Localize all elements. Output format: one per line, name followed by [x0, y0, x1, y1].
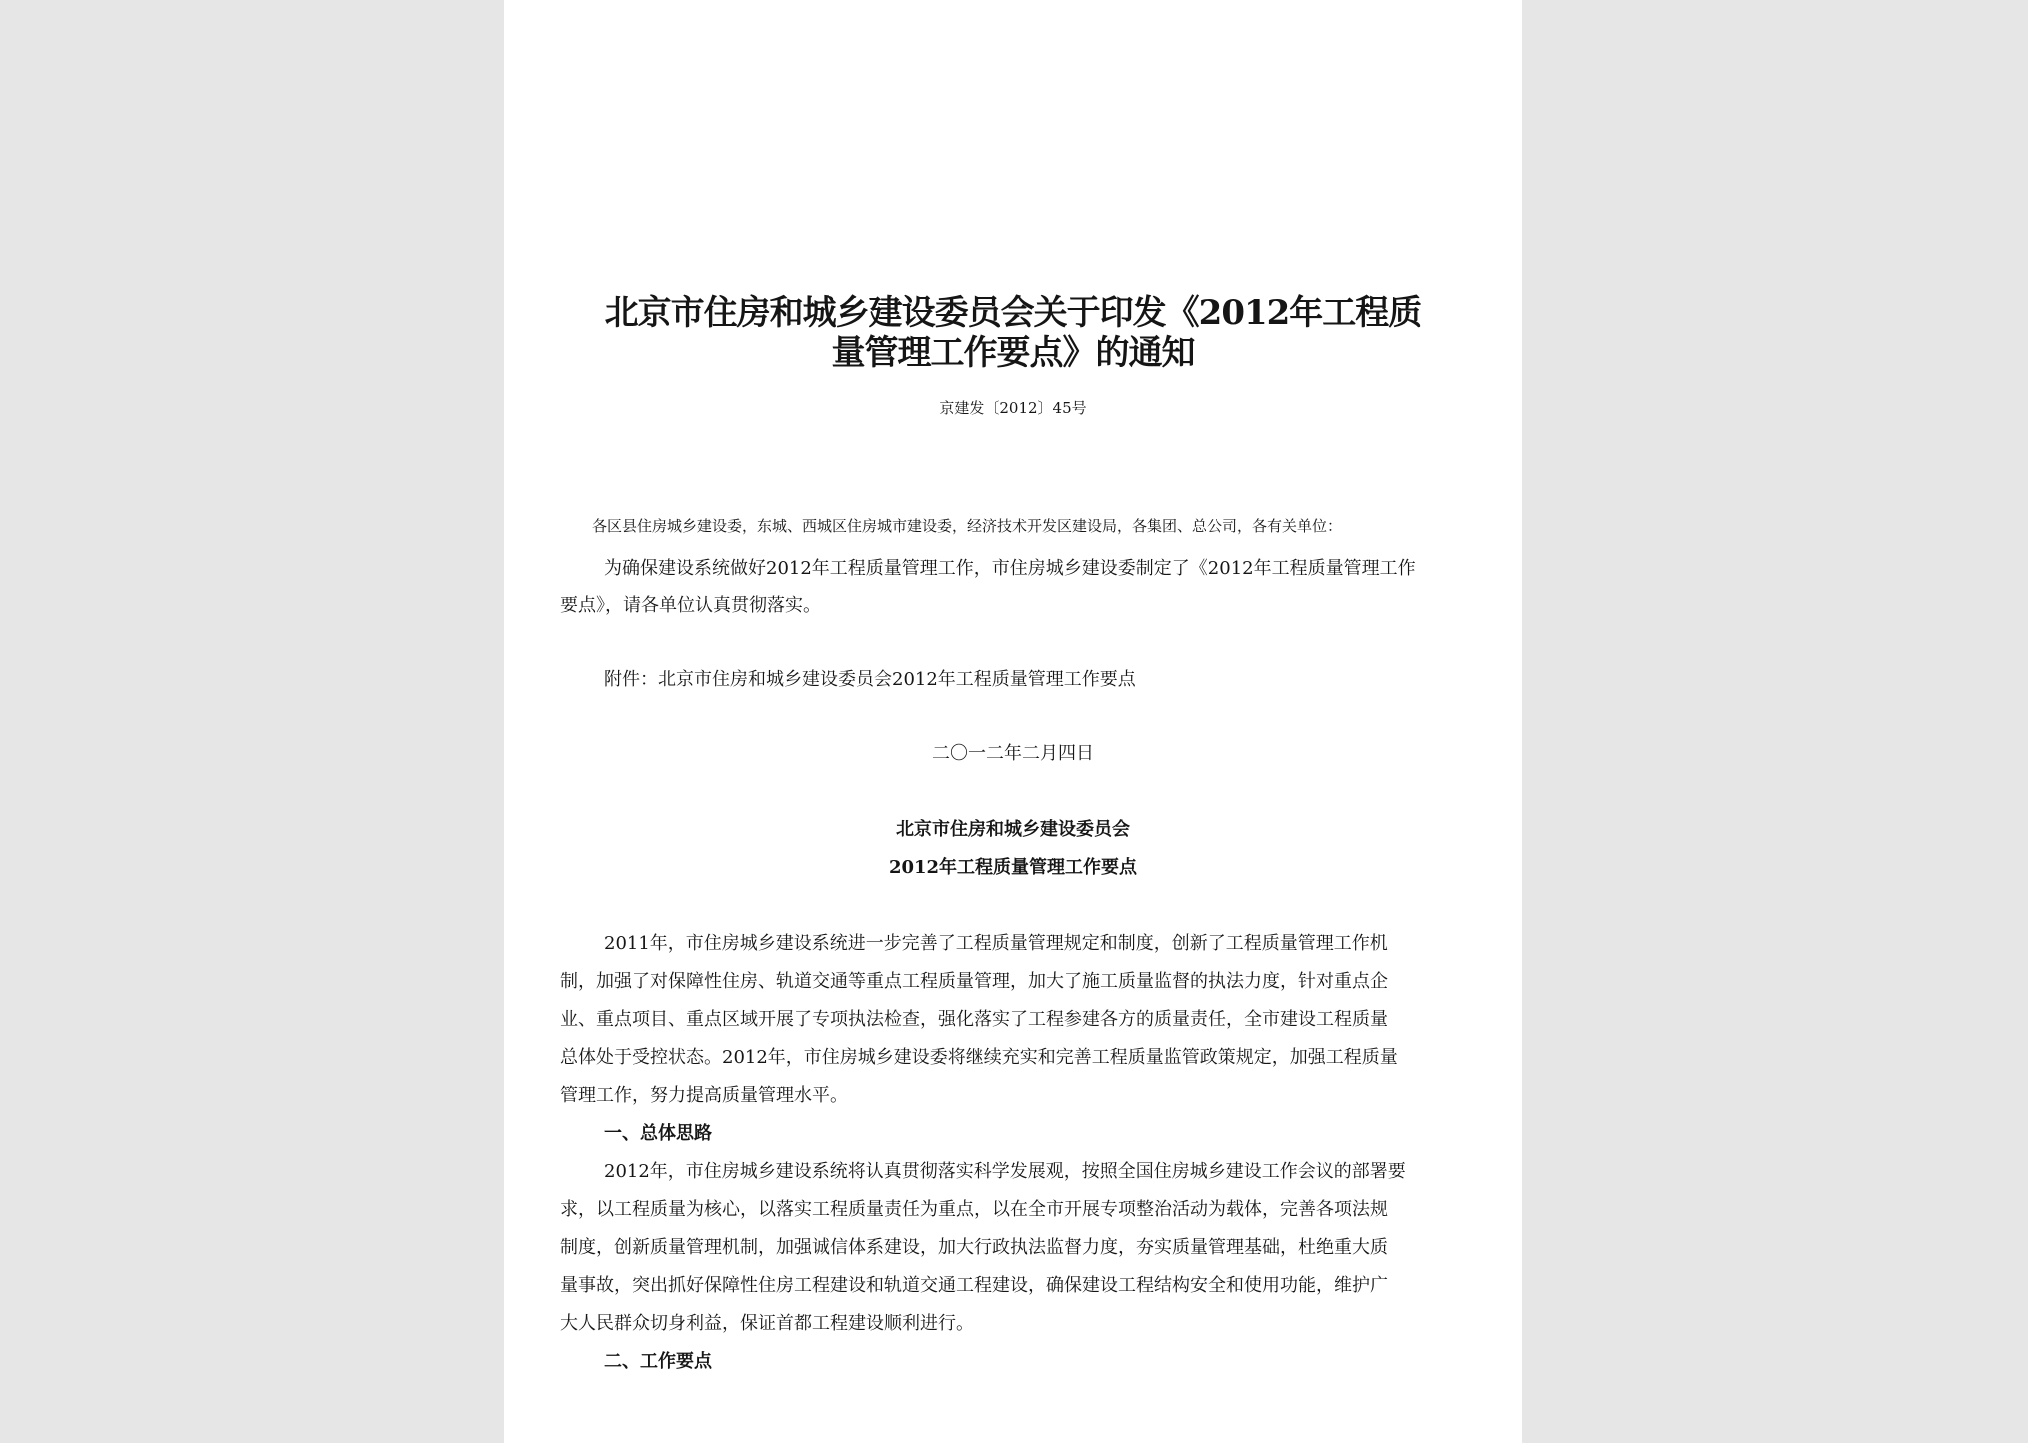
addressee: 各区县住房城乡建设委，东城、西城区住房城市建设委，经济技术开发区建设局，各集团、总公司，各有关单位：	[592, 517, 1343, 535]
document-title-line-1: 北京市住房和城乡建设委员会关于印发《2012年工程质	[604, 293, 1422, 333]
paragraph-line: 2011年，市住房城乡建设系统进一步完善了工程质量管理规定和制度，创新了工程质量管理工作机	[604, 933, 1388, 954]
subtitle-issuer: 北京市住房和城乡建设委员会	[896, 819, 1130, 840]
document-title-line-2: 量管理工作要点》的通知	[831, 333, 1195, 373]
paragraph-line: 制度，创新质量管理机制，加强诚信体系建设，加大行政执法监督力度，夯实质量管理基础，杜绝重大质	[560, 1237, 1388, 1258]
issue-date: 二〇一二年二月四日	[932, 743, 1094, 764]
attachment-line: 附件：北京市住房和城乡建设委员会2012年工程质量管理工作要点	[604, 669, 1136, 690]
paragraph-line: 制，加强了对保障性住房、轨道交通等重点工程质量管理，加大了施工质量监督的执法力度，针对重点企	[560, 971, 1388, 992]
paragraph-line: 量事故，突出抓好保障性住房工程建设和轨道交通工程建设，确保建设工程结构安全和使用功能，维护广	[560, 1275, 1388, 1296]
paragraph-line: 总体处于受控状态。2012年，市住房城乡建设委将继续充实和完善工程质量监管政策规定，加强工程质量	[560, 1047, 1398, 1068]
document-number: 京建发〔2012〕45号	[939, 399, 1087, 417]
paragraph-line: 大人民群众切身利益，保证首都工程建设顺利进行。	[560, 1313, 974, 1334]
intro-line-2: 要点》，请各单位认真贯彻落实。	[560, 595, 821, 616]
paragraph-line: 业、重点项目、重点区域开展了专项执法检查，强化落实了工程参建各方的质量责任，全市建设工程质量	[560, 1009, 1388, 1030]
paragraph-line: 求，以工程质量为核心，以落实工程质量责任为重点，以在全市开展专项整治活动为载体，完善各项法规	[560, 1199, 1388, 1220]
paragraph-line: 管理工作，努力提高质量管理水平。	[560, 1085, 848, 1106]
intro-line-1: 为确保建设系统做好2012年工程质量管理工作，市住房城乡建设委制定了《2012年工程质量管理工作	[604, 558, 1416, 579]
paragraph-line: 2012年，市住房城乡建设系统将认真贯彻落实科学发展观，按照全国住房城乡建设工作会议的部署要	[604, 1161, 1406, 1182]
subtitle-topic: 2012年工程质量管理工作要点	[888, 857, 1138, 878]
document-page	[504, 0, 1522, 1443]
section-heading-1: 一、总体思路	[604, 1123, 712, 1144]
section-heading-2: 二、工作要点	[604, 1351, 712, 1372]
